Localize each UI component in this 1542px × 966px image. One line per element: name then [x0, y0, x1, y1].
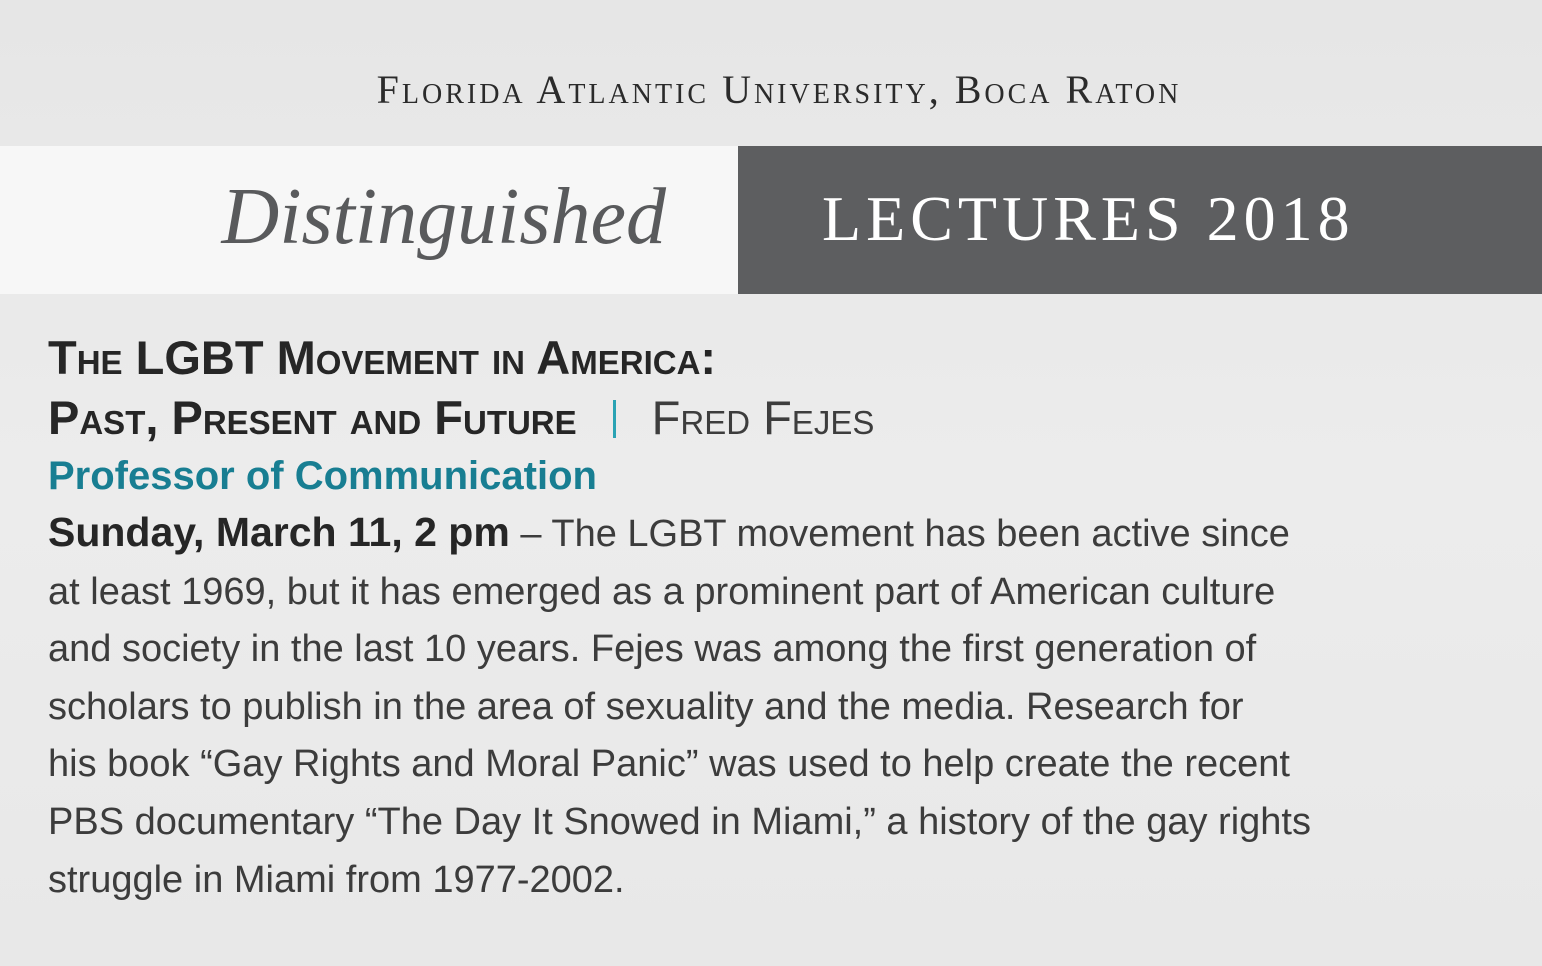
lecture-title-line1 — [48, 328, 1488, 388]
description-line: struggle in Miami from 1977-2002. — [48, 858, 625, 901]
speaker-name: Fred Fejes — [651, 391, 875, 444]
lecture-title-text-1: The LGBT Movement in America: — [48, 331, 717, 384]
banner-lectures-word: LECTURES 2018 — [822, 183, 1355, 254]
description-line: and society in the last 10 years. Fejes was among the first generation of — [48, 628, 1257, 671]
lecture-date-time: Sunday, March 11, 2 pm — [48, 509, 510, 555]
description-line: at least 1969, but it has emerged as a prominent part of American culture — [48, 570, 1276, 613]
description-line — [48, 504, 1488, 564]
description-line: scholars to publish in the area of sexuality and the media. Research for — [48, 685, 1244, 728]
speaker-role: Professor of Communication — [48, 454, 597, 498]
lecture-content — [48, 328, 1488, 909]
banner-distinguished-word: Distinguished — [221, 173, 666, 261]
description-line-text: – The LGBT movement has been active since — [509, 513, 1290, 555]
lecture-title-line2 — [48, 388, 1488, 448]
description-line: PBS documentary “The Day It Snowed in Miami,” a history of the gay rights — [48, 800, 1311, 843]
banner-left-panel — [0, 146, 738, 294]
description-line: his book “Gay Rights and Moral Panic” was used to help create the recent — [48, 743, 1290, 786]
lecture-title-text-2: Past, Present and Future — [48, 391, 577, 444]
title-separator-bar — [613, 400, 616, 438]
banner-right-panel — [738, 146, 1542, 294]
lecture-description — [48, 504, 1488, 909]
university-header: Florida Atlantic University, Boca Raton — [376, 67, 1182, 112]
